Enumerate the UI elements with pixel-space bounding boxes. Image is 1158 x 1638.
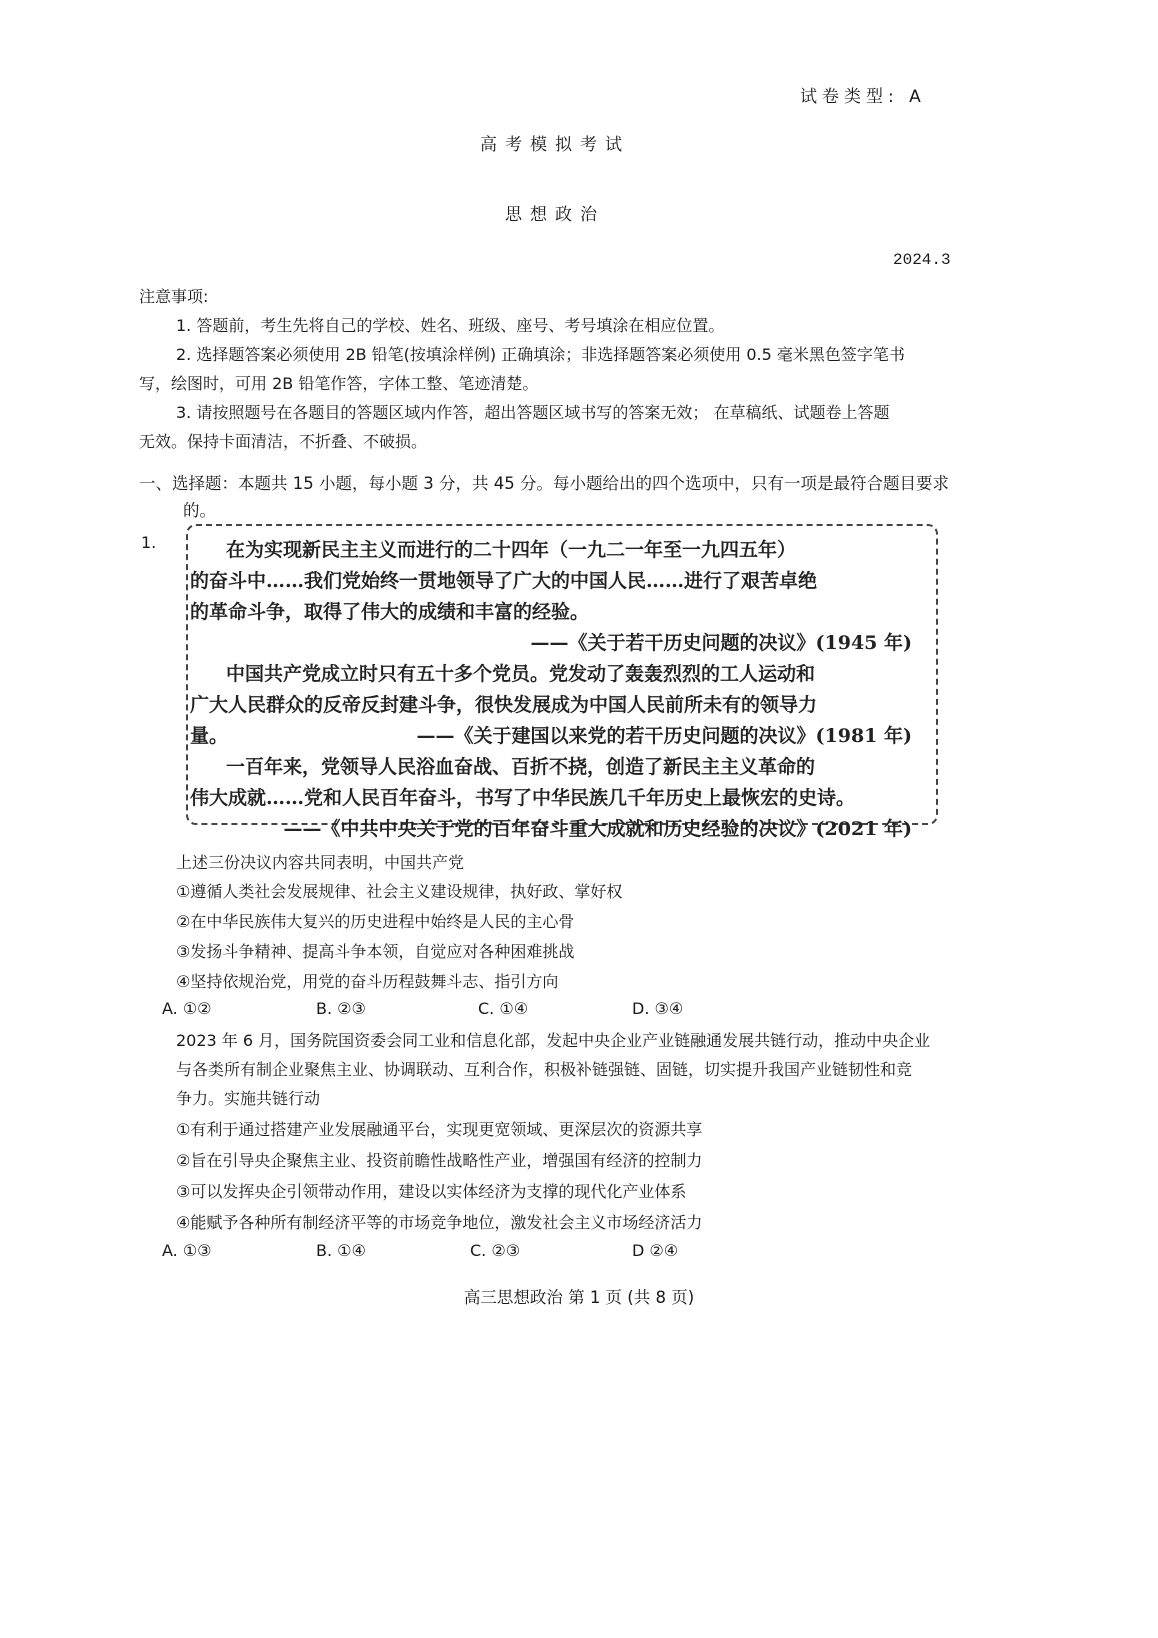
statement-3: ③发扬斗争精神、提高斗争本领，自觉应对各种困难挑战 [176,942,575,961]
question-1-number: 1. [141,533,157,552]
quote-source: ——《中共中央关于党的百年奋斗重大成就和历史经验的决议》(2021 年) [283,818,912,840]
statement-1: ①有利于通过搭建产业发展融通平台，实现更宽领域、更深层次的资源共享 [176,1120,703,1139]
quote-source: ——《关于建国以来党的若干历史问题的决议》(1981 年) [416,725,912,747]
answer-option-d[interactable]: D ②④ [632,1241,679,1260]
statement-1: ①遵循人类社会发展规律、社会主义建设规律，执好政、掌好权 [176,882,623,901]
quote-line: 在为实现新民主主义而进行的二十四年（一九二一年至一九四五年） [226,539,797,561]
statement-4: ④能赋予各种所有制经济平等的市场竞争地位，激发社会主义市场经济活力 [176,1213,703,1232]
question-2-stem: 2023 年 6 月，国务院国资委会同工业和信息化部，发起中央企业产业链融通发展共链行动，推动中央企业 [176,1031,931,1050]
notice-item-3: 3. 请按照题号在各题目的答题区域内作答，超出答题区域书写的答案无效； 在草稿纸、试题卷上答题 [176,403,890,422]
answer-option-b[interactable]: B. ①④ [316,1241,366,1260]
answer-option-d[interactable]: D. ③④ [632,999,684,1018]
notice-heading: 注意事项: [139,287,209,306]
answer-option-b[interactable]: B. ②③ [316,999,366,1018]
notice-item-2-cont: 写，绘图时，可用 2B 铅笔作答，字体工整、笔迹清楚。 [139,374,539,393]
quote-line: 广大人民群众的反帝反封建斗争，很快发展成为中国人民前所未有的领导力 [190,694,818,716]
exam-date: 2024.3 [893,251,951,269]
section-title: 一、选择题：本题共 15 小题，每小题 3 分，共 45 分。每小题给出的四个选项中，只有一项是最符合题目要求 [139,474,949,493]
quote-line: 的奋斗中……我们党始终一贯地领导了广大的中国人民……进行了艰苦卓绝 [190,570,818,592]
statement-2: ②在中华民族伟大复兴的历史进程中始终是人民的主心骨 [176,912,575,931]
notice-item-2: 2. 选择题答案必须使用 2B 铅笔(按填涂样例) 正确填涂；非选择题答案必须使用 0.5 毫米黑色签字笔书 [176,345,905,364]
quote-line: 量。 [190,725,229,747]
quote-line: 一百年来，党领导人民浴血奋战、百折不挠，创造了新民主主义革命的 [226,756,816,778]
notice-item-1: 1. 答题前，考生先将自己的学校、姓名、班级、座号、考号填涂在相应位置。 [176,316,725,335]
quote-line: 中国共产党成立时只有五十多个党员。党发动了轰轰烈烈的工人运动和 [226,663,816,685]
question-1-stem: 上述三份决议内容共同表明，中国共产党 [176,853,465,872]
page-footer: 高三思想政治 第 1 页 (共 8 页) [463,1288,695,1307]
question-2-stem-cont: 争力。实施共链行动 [176,1089,321,1108]
answer-option-c[interactable]: C. ①④ [478,999,529,1018]
subject-title: 思想政治 [505,205,605,225]
notice-item-3-cont: 无效。保持卡面清洁，不折叠、不破损。 [139,432,428,451]
statement-3: ③可以发挥央企引领带动作用，建设以实体经济为支撑的现代化产业体系 [176,1182,687,1201]
question-2-stem-cont: 与各类所有制企业聚焦主业、协调联动、互利合作，积极补链强链、固链，切实提升我国产业链韧性和竞 [176,1060,913,1079]
section-title-cont: 的。 [183,501,216,520]
answer-option-a[interactable]: A. ①③ [162,1241,212,1260]
quote-line: 的革命斗争，取得了伟大的成绩和丰富的经验。 [190,601,590,623]
quote-source: ——《关于若干历史问题的决议》(1945 年) [530,632,912,654]
answer-option-c[interactable]: C. ②③ [470,1241,521,1260]
exam-type-label: 试卷类型: A [800,87,926,107]
exam-title: 高考模拟考试 [480,135,630,155]
statement-4: ④坚持依规治党，用党的奋斗历程鼓舞斗志、指引方向 [176,972,559,991]
answer-option-a[interactable]: A. ①② [162,999,212,1018]
statement-2: ②旨在引导央企聚焦主业、投资前瞻性战略性产业，增强国有经济的控制力 [176,1151,703,1170]
quote-line: 伟大成就……党和人民百年奋斗，书写了中华民族几千年历史上最恢宏的史诗。 [190,787,856,809]
